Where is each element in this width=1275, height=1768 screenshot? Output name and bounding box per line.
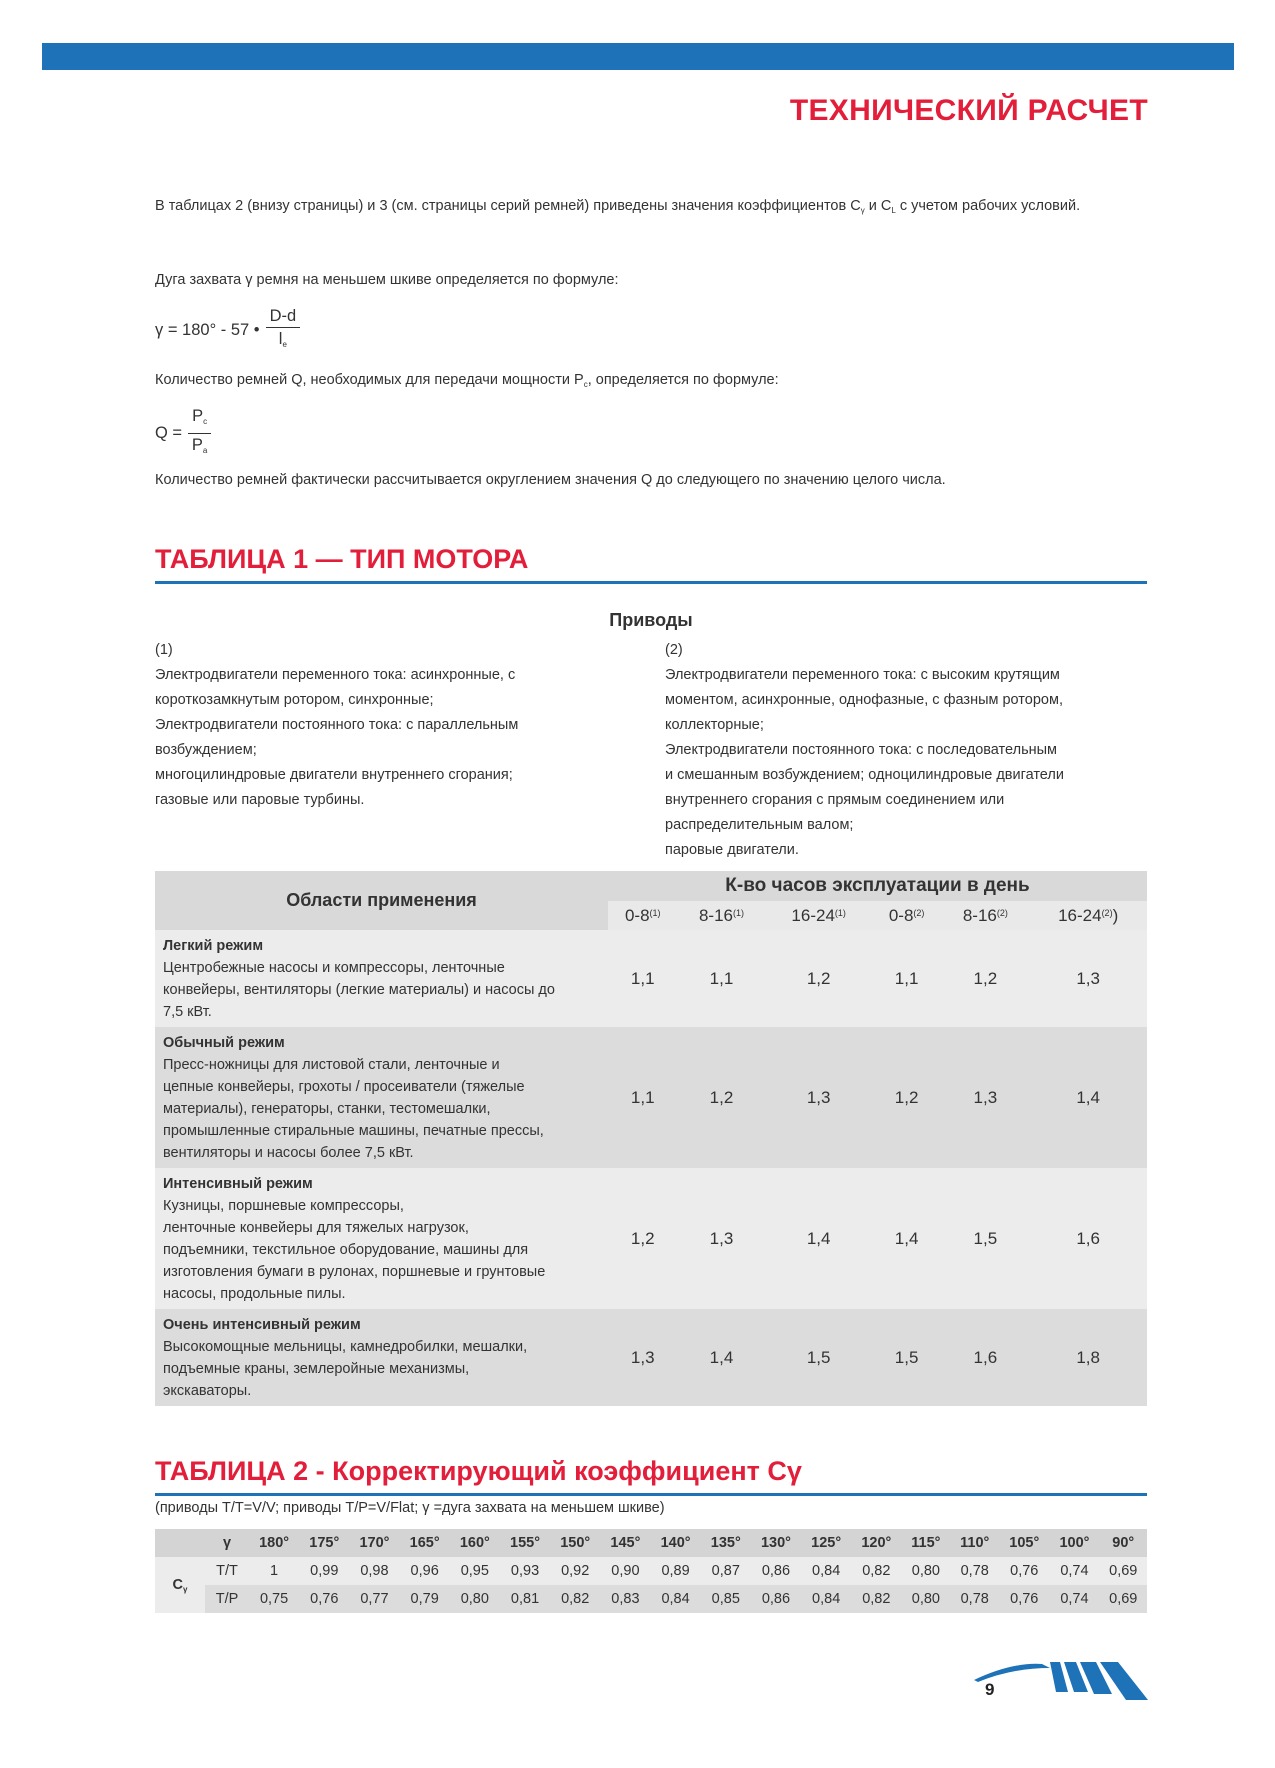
angle-cell: 150° bbox=[550, 1529, 600, 1557]
angle-cell: 175° bbox=[299, 1529, 349, 1557]
value-cell: 0,80 bbox=[901, 1585, 950, 1613]
drives-title: Приводы bbox=[609, 610, 693, 630]
wave-stripes-logo-icon bbox=[972, 1652, 1152, 1712]
value-cell: 0,78 bbox=[950, 1557, 999, 1585]
value-cell: 1,6 bbox=[941, 1309, 1029, 1406]
hours-col: 8-16$^{(1)}$ bbox=[677, 901, 765, 930]
value-cell: 0,74 bbox=[1049, 1557, 1099, 1585]
value-cell: 1,1 bbox=[608, 1027, 677, 1168]
value-cell: 0,83 bbox=[600, 1585, 650, 1613]
value-cell: 1,1 bbox=[677, 930, 765, 1027]
value-cell: 0,74 bbox=[1049, 1585, 1099, 1613]
angle-cell: 100° bbox=[1049, 1529, 1099, 1557]
intro-paragraph-2: Дуга захвата γ ремня на меньшем шкиве определяется по формуле: bbox=[155, 272, 619, 288]
belt-count-formula: Q = $\frac{P_c}{P_a}$ bbox=[155, 406, 211, 461]
value-cell: 0,85 bbox=[701, 1585, 751, 1613]
value-cell: 1,3 bbox=[677, 1168, 765, 1309]
value-cell: 0,86 bbox=[751, 1585, 801, 1613]
value-cell: 0,86 bbox=[751, 1557, 801, 1585]
header-operating-hours: К-во часов эксплуатации в день bbox=[608, 871, 1147, 901]
motor-type-table bbox=[155, 871, 1147, 1406]
header-bar bbox=[42, 43, 1234, 70]
table-row bbox=[155, 1309, 1147, 1406]
value-cell: 1,3 bbox=[941, 1027, 1029, 1168]
value-cell: 1 bbox=[249, 1557, 299, 1585]
table1-title: ТАБЛИЦА 1 — ТИП МОТОРА bbox=[155, 544, 1147, 584]
angle-cell: 140° bbox=[651, 1529, 701, 1557]
value-cell: 1,3 bbox=[765, 1027, 871, 1168]
angle-cell: 110° bbox=[950, 1529, 999, 1557]
value-cell: 1,3 bbox=[608, 1309, 677, 1406]
value-cell: 0,96 bbox=[400, 1557, 450, 1585]
application-cell: Интенсивный режим Кузницы, поршневые компрессоры, ленточные конвейеры для тяжелых нагрузок, подъемники, текстильное оборудование, машины для изготовления бумаги в рулонах, поршневые и грунтовые насосы, продольные пилы. bbox=[155, 1168, 608, 1309]
c-gamma-label: $C_\gamma$ bbox=[155, 1557, 205, 1613]
value-cell: 1,2 bbox=[677, 1027, 765, 1168]
value-cell: 0,93 bbox=[500, 1557, 550, 1585]
table-row bbox=[155, 930, 1147, 1027]
value-cell: 0,82 bbox=[851, 1557, 901, 1585]
row-label: T/P bbox=[205, 1585, 249, 1613]
value-cell: 0,78 bbox=[950, 1585, 999, 1613]
angle-cell: 90° bbox=[1100, 1529, 1147, 1557]
value-cell: 0,99 bbox=[299, 1557, 349, 1585]
value-cell: 0,69 bbox=[1100, 1557, 1147, 1585]
value-cell: 1,3 bbox=[1029, 930, 1147, 1027]
arc-formula: γ = 180° - 57 • $\frac{D-d}{l_e}$ bbox=[155, 306, 300, 355]
table2-note: (приводы T/T=V/V; приводы T/P=V/Flat; γ =дуга захвата на меньшем шкиве) bbox=[155, 1500, 665, 1516]
value-cell: 1,4 bbox=[677, 1309, 765, 1406]
hours-col: 16-24$^{(2)}$) bbox=[1029, 901, 1147, 930]
intro-paragraph-4: Количество ремней фактически рассчитывается округлением значения Q до следующего по значению целого числа. bbox=[155, 472, 946, 488]
angle-cell: 130° bbox=[751, 1529, 801, 1557]
value-cell: 0,79 bbox=[400, 1585, 450, 1613]
table-row bbox=[155, 1027, 1147, 1168]
angle-cell: 135° bbox=[701, 1529, 751, 1557]
angle-cell: 180° bbox=[249, 1529, 299, 1557]
value-cell: 0,82 bbox=[851, 1585, 901, 1613]
header-application-area: Области применения bbox=[155, 871, 608, 930]
application-cell: Обычный режим Пресс-ножницы для листовой стали, ленточные и цепные конвейеры, грохоты / просеиватели (тяжелые материалы), генераторы, станки, тестомешалки, промышленные стиральные машины, печатные прессы, вентиляторы и насосы более 7,5 кВт. bbox=[155, 1027, 608, 1168]
angle-header-row bbox=[155, 1529, 1147, 1557]
intro-paragraph-3: Количество ремней Q, необходимых для передачи мощности $P_c$, определяется по формуле: bbox=[155, 372, 779, 389]
value-cell: 0,84 bbox=[801, 1557, 851, 1585]
value-cell: 0,80 bbox=[450, 1585, 500, 1613]
value-cell: 0,77 bbox=[349, 1585, 399, 1613]
row-label: T/T bbox=[205, 1557, 249, 1585]
drives-column-1: (1) Электродвигатели переменного тока: асинхронные, с короткозамкнутым ротором, синхронные; Электродвигатели постоянного тока: с параллельным возбуждением; многоцилиндровые двигатели внутреннего сгорания; газовые или паровые турбины. bbox=[155, 642, 519, 808]
value-cell: 1,2 bbox=[941, 930, 1029, 1027]
value-cell: 0,76 bbox=[999, 1557, 1049, 1585]
value-cell: 1,4 bbox=[765, 1168, 871, 1309]
angle-cell: 160° bbox=[450, 1529, 500, 1557]
angle-cell: 170° bbox=[349, 1529, 399, 1557]
value-cell: 1,5 bbox=[941, 1168, 1029, 1309]
value-cell: 0,69 bbox=[1100, 1585, 1147, 1613]
value-cell: 1,4 bbox=[1029, 1027, 1147, 1168]
value-cell: 0,76 bbox=[299, 1585, 349, 1613]
belt-count-fraction: $\frac{P_c}{P_a}$ bbox=[188, 406, 211, 461]
value-cell: 0,90 bbox=[600, 1557, 650, 1585]
intro-paragraph-1: В таблицах 2 (внизу страницы) и 3 (см. страницы серий ремней) приведены значения коэффициентов $C_\gamma$ и $C_L$ с учетом рабочих условий. bbox=[155, 198, 1081, 215]
value-cell: 1,2 bbox=[608, 1168, 677, 1309]
value-cell: 0,80 bbox=[901, 1557, 950, 1585]
angle-cell: 105° bbox=[999, 1529, 1049, 1557]
value-cell: 1,2 bbox=[765, 930, 871, 1027]
hours-col: 16-24$^{(1)}$ bbox=[765, 901, 871, 930]
gamma-label: γ bbox=[205, 1529, 249, 1557]
page-title: ТЕХНИЧЕСКИЙ РАСЧЕТ bbox=[789, 94, 1148, 127]
value-cell: 0,87 bbox=[701, 1557, 751, 1585]
value-cell: 1,5 bbox=[872, 1309, 941, 1406]
value-cell: 0,75 bbox=[249, 1585, 299, 1613]
angle-cell: 145° bbox=[600, 1529, 650, 1557]
drives-column-2: (2) Электродвигатели переменного тока: с высоким крутящим моментом, асинхронные, однофазные, с фазным ротором, коллекторные; Электродвигатели постоянного тока: с последовательным и смешанным возбуждением; одноцилиндровые двигатели внутреннего сгорания с прямым соединением или распределительным валом; паровые двигатели. bbox=[665, 642, 1064, 858]
value-cell: 0,76 bbox=[999, 1585, 1049, 1613]
value-cell: 1,1 bbox=[608, 930, 677, 1027]
correction-factor-table bbox=[155, 1529, 1147, 1613]
value-cell: 1,4 bbox=[872, 1168, 941, 1309]
value-cell: 0,82 bbox=[550, 1585, 600, 1613]
value-cell: 0,98 bbox=[349, 1557, 399, 1585]
hours-col: 0-8$^{(2)}$ bbox=[872, 901, 941, 930]
angle-cell: 165° bbox=[400, 1529, 450, 1557]
page-number: 9 bbox=[985, 1680, 995, 1699]
value-cell: 1,1 bbox=[872, 930, 941, 1027]
hours-col: 8-16$^{(2)}$ bbox=[941, 901, 1029, 930]
value-cell: 1,2 bbox=[872, 1027, 941, 1168]
value-cell: 1,6 bbox=[1029, 1168, 1147, 1309]
value-cell: 0,84 bbox=[801, 1585, 851, 1613]
angle-cell: 115° bbox=[901, 1529, 950, 1557]
value-cell: 0,81 bbox=[500, 1585, 550, 1613]
value-cell: 0,92 bbox=[550, 1557, 600, 1585]
value-cell: 0,95 bbox=[450, 1557, 500, 1585]
application-cell: Легкий режим Центробежные насосы и компрессоры, ленточные конвейеры, вентиляторы (легкие материалы) и насосы до 7,5 кВт. bbox=[155, 930, 608, 1027]
value-cell: 1,8 bbox=[1029, 1309, 1147, 1406]
arc-formula-fraction: $\frac{D-d}{l_e}$ bbox=[266, 306, 301, 355]
hours-col: 0-8$^{(1)}$ bbox=[608, 901, 677, 930]
table-row bbox=[155, 1557, 1147, 1585]
value-cell: 0,89 bbox=[651, 1557, 701, 1585]
table2-title: ТАБЛИЦА 2 - Корректирующий коэффициент Cγ bbox=[155, 1456, 1147, 1496]
table-row bbox=[155, 1168, 1147, 1309]
application-cell: Очень интенсивный режим Высокомощные мельницы, камнедробилки, мешалки, подъемные краны, землеройные механизмы, экскаваторы. bbox=[155, 1309, 608, 1406]
angle-cell: 155° bbox=[500, 1529, 550, 1557]
angle-cell: 125° bbox=[801, 1529, 851, 1557]
value-cell: 1,5 bbox=[765, 1309, 871, 1406]
angle-cell: 120° bbox=[851, 1529, 901, 1557]
value-cell: 0,84 bbox=[651, 1585, 701, 1613]
table-row bbox=[155, 1585, 1147, 1613]
